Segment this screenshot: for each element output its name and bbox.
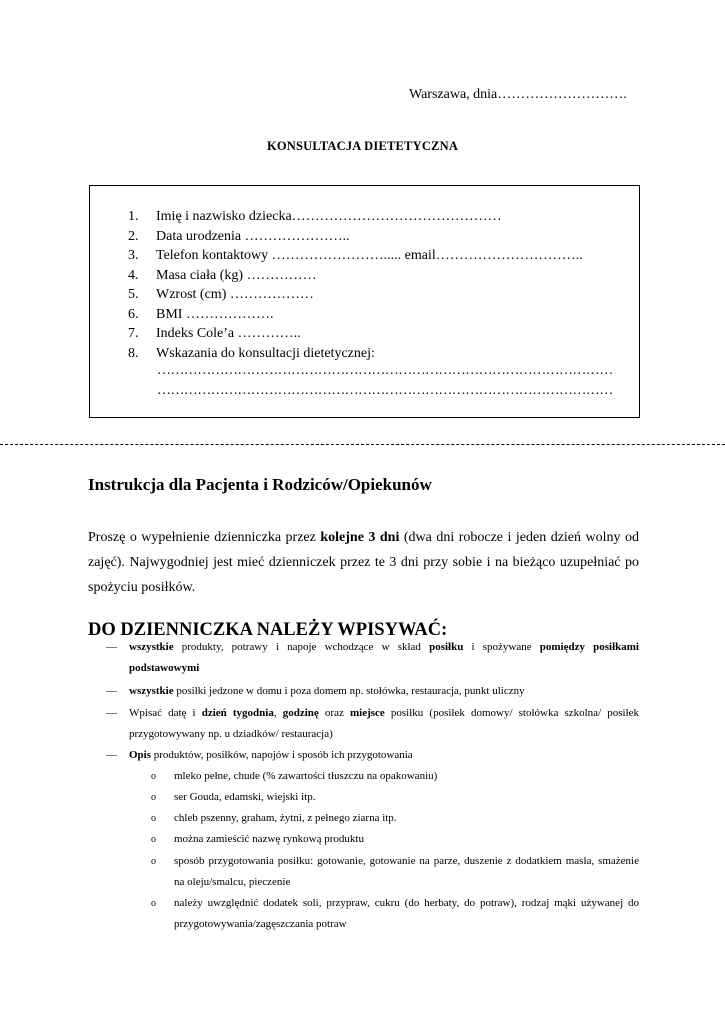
instructions-heading: Instrukcja dla Pacjenta i Rodziców/Opiekunów — [88, 475, 432, 494]
dash-bullet: — — [106, 707, 117, 719]
circle-bullet: o — [151, 813, 156, 824]
sub-item-bread: o chleb pszenny, graham, żytni, z pełnego ziarna itp. — [88, 808, 639, 829]
circle-bullet: o — [151, 834, 156, 845]
dash-bullet: — — [106, 749, 117, 761]
form-item-indications: 8. Wskazania do konsultacji dietetycznej: — [128, 345, 375, 361]
instructions-paragraph: Proszę o wypełnienie dzienniczka przez kolejne 3 dni (dwa dni robocze i jeden dzień wolny od zajęć). Najwygodniej jest mieć dzienniczek przez te 3 dni przy sobie i na bieżąco uzupełniać po spożyciu posiłków. — [88, 530, 639, 595]
rule-all-products: — wszystkie produkty, potrawy i napoje wchodzące w skład posiłku i spożywane pomiędzy posiłkami podstawowymi — [88, 637, 639, 679]
sub-item-additives: o należy uwzględnić dodatek soli, przypraw, cukru (do herbaty, do potraw), rodzaj mąki używanej do przygotowywania/zagęszczania potraw — [88, 893, 639, 935]
sub-item-milk: o mleko pełne, chude (% zawartości tłuszczu na opakowaniu) — [88, 766, 639, 787]
circle-bullet: o — [151, 792, 156, 803]
rule-description: — Opis produktów, posiłków, napojów i sposób ich przygotowania — [88, 745, 639, 766]
patient-form-list — [128, 207, 583, 363]
form-item-weight: 4. Masa ciała (kg) …………… — [128, 267, 317, 283]
sub-item-cheese: o ser Gouda, edamski, wiejski itp. — [88, 787, 639, 808]
document-title: KONSULTACJA DIETETYCZNA — [266, 139, 459, 153]
circle-bullet: o — [151, 771, 156, 782]
patient-form-box — [89, 185, 640, 418]
form-item-bmi: 6. BMI ………………. — [128, 306, 274, 322]
dash-bullet: — — [106, 685, 117, 697]
diary-heading: DO DZIENNICZKA NALEŻY WPISYWAĆ: — [88, 620, 448, 640]
rule-date-time-place: — Wpisać datę i dzień tygodnia, godzinę oraz miejsce posiłku (posiłek domowy/ stołówka szkolna/ posiłek przygotowywany np. u dziadków/ restauracja) — [88, 703, 639, 745]
form-item-phone-email: 3. Telefon kontaktowy ……………………..... email………………………….. — [128, 248, 583, 263]
sub-item-preparation: o sposób przygotowania posiłku: gotowanie, gotowanie na parze, duszenie z dodatkiem masła, smażenie na oleju/smalcu, pieczenie — [88, 851, 639, 893]
form-item-height: 5. Wzrost (cm) ……………… — [128, 287, 314, 302]
cut-line-divider — [0, 444, 725, 445]
circle-bullet: o — [151, 856, 156, 867]
circle-bullet: o — [151, 898, 156, 909]
rule-all-meals: — wszystkie posiłki jedzone w domu i poza domem np. stołówka, restauracja, punkt uliczny — [88, 681, 639, 702]
indications-dot-line-2: ………………………………………………………………………………………… — [157, 383, 613, 398]
form-item-cole-index: 7. Indeks Cole’a ………….. — [128, 326, 301, 341]
sub-item-brand-name: o można zamieścić nazwę rynkową produktu — [88, 829, 639, 850]
form-item-name: 1. Imię i nazwisko dziecka……………………………………… — [128, 209, 502, 224]
dash-bullet: — — [106, 641, 117, 653]
form-item-birth-date: 2. Data urodzenia ………………….. — [128, 228, 350, 244]
place-date-line: Warszawa, dnia………………………. — [409, 87, 627, 102]
indications-dot-line-1: ………………………………………………………………………………………… — [157, 363, 613, 378]
